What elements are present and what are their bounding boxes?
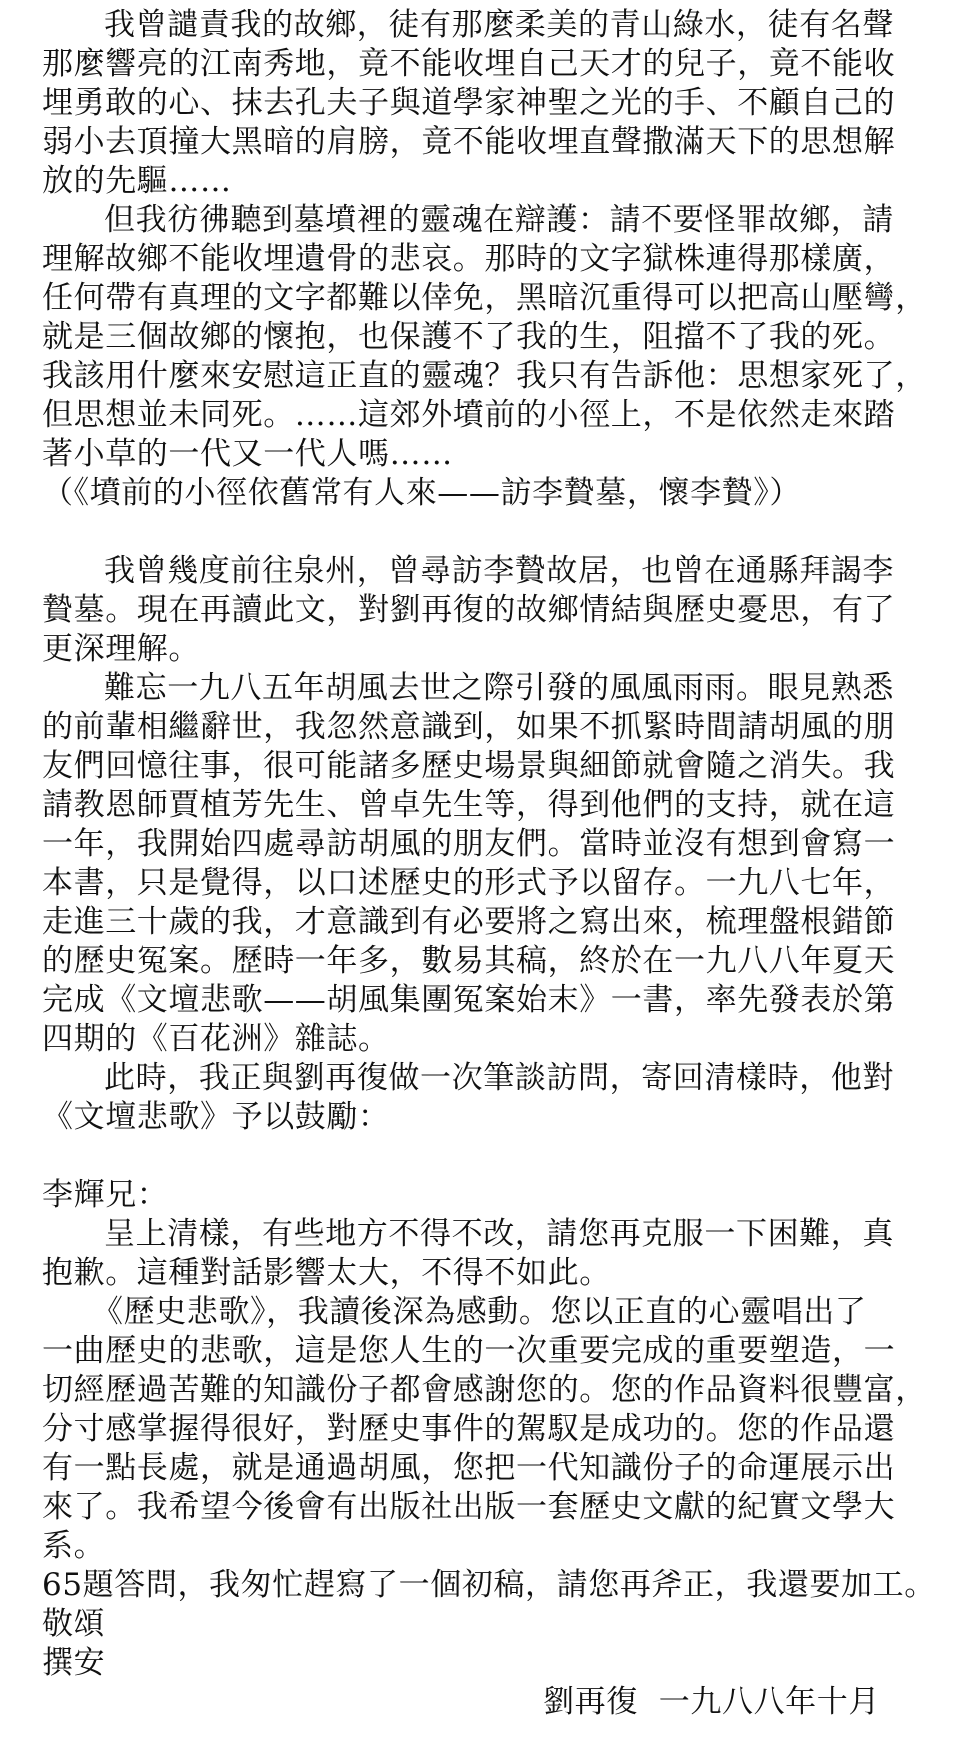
text-line: 友們回憶往事，很可能諸多歷史場景與細節就會隨之消失。我 [42, 748, 896, 784]
text-line: 那麼響亮的江南秀地，竟不能收埋自己天才的兒子，竟不能收 [42, 46, 896, 82]
letter-closing [42, 1605, 942, 1683]
text-line: 一年，我開始四處尋訪胡風的朋友們。當時並沒有想到會寫一 [42, 826, 896, 862]
document-page [42, 0, 942, 1722]
text-line: 理解故鄉不能收埋遺骨的悲哀。那時的文字獄株連得那樣廣， [42, 241, 896, 277]
text-line: 埋勇敢的心、抹去孔夫子與道學家神聖之光的手、不顧自己的 [42, 85, 896, 121]
text-line: 贄墓。現在再讀此文，對劉再復的故鄉情結與歷史憂思，有了 [42, 592, 896, 628]
text-line: 李輝兄： [42, 1177, 169, 1213]
source-citation [42, 474, 942, 513]
text-line: 切經歷過苦難的知識份子都會感謝您的。您的作品資料很豐富， [42, 1372, 927, 1408]
text-line: 就是三個故鄉的懷抱，也保護不了我的生，阻擋不了我的死。 [42, 319, 896, 355]
text-line: 一曲歷史的悲歌，這是您人生的一次重要完成的重要塑造，一 [42, 1333, 896, 1369]
blank-line [42, 1137, 942, 1176]
text-line: 我曾幾度前往泉州，曾尋訪李贄故居，也曾在通縣拜謁李 [104, 553, 894, 589]
text-line: 放的先驅…… [42, 163, 232, 199]
text-line: 65題答問，我匆忙趕寫了一個初稿，請您再斧正，我還要加工。 [42, 1567, 936, 1603]
text-line: 本書，只是覺得，以口述歷史的形式予以留存。一九八七年， [42, 865, 896, 901]
text-line: 更深理解。 [42, 631, 200, 667]
text-line: 此時，我正與劉再復做一次筆談訪問，寄回清樣時，他對 [104, 1060, 894, 1096]
paragraph-interview [42, 1059, 942, 1137]
text-line: 走進三十歲的我，才意識到有必要將之寫出來，梳理盤根錯節 [42, 904, 896, 940]
text-line: 我曾譴責我的故鄉，徒有那麼柔美的青山綠水，徒有名聲 [104, 7, 894, 43]
closing-respect: 敬頌 [42, 1606, 106, 1642]
text-line: 請教恩師賈植芳先生、曾卓先生等，得到他們的支持，就在這 [42, 787, 896, 823]
closing-wishes: 撰安 [42, 1645, 106, 1681]
letter-salutation [42, 1176, 942, 1215]
text-line: 《文壇悲歌》予以鼓勵： [42, 1099, 390, 1135]
blank-line [42, 513, 942, 552]
text-line: 但我彷彿聽到墓墳裡的靈魂在辯護：請不要怪罪故鄉，請 [104, 202, 894, 238]
paragraph-soul-defense [42, 201, 942, 474]
text-line: 完成《文壇悲歌——胡風集團冤案始末》一書，率先發表於第 [42, 982, 896, 1018]
text-line: 但思想並未同死。……這郊外墳前的小徑上，不是依然走來踏 [42, 397, 896, 433]
text-line: 難忘一九八五年胡風去世之際引發的風風雨雨。眼見熟悉 [104, 670, 894, 706]
paragraph-hufeng-1985 [42, 669, 942, 1059]
signature-text: 劉再復 一九八八年十月 [543, 1684, 880, 1720]
letter-signature [42, 1683, 942, 1722]
text-line: 《歷史悲歌》，我讀後深為感動。您以正直的心靈唱出了 [92, 1294, 867, 1330]
text-line: 抱歉。這種對話影響太大，不得不如此。 [42, 1255, 611, 1291]
paragraph-quanzhou-visit [42, 552, 942, 669]
letter-proof-note [42, 1215, 942, 1293]
text-line: 我該用什麼來安慰這正直的靈魂？我只有告訴他：思想家死了， [42, 358, 927, 394]
text-line: 來了。我希望今後會有出版社出版一套歷史文獻的紀實文學大 [42, 1489, 896, 1525]
text-line: 任何帶有真理的文字都難以倖免，黑暗沉重得可以把高山壓彎， [42, 280, 927, 316]
text-line: 分寸感掌握得很好，對歷史事件的駕馭是成功的。您的作品還 [42, 1411, 896, 1447]
letter-questions [42, 1566, 942, 1605]
text-line: 有一點長處，就是通過胡風，您把一代知識份子的命運展示出 [42, 1450, 896, 1486]
text-line: 的歷史冤案。歷時一年多，數易其稿，終於在一九八八年夏天 [42, 943, 896, 979]
text-line: 呈上清樣，有些地方不得不改，請您再克服一下困難，真 [104, 1216, 894, 1252]
letter-praise [42, 1293, 942, 1566]
text-line: 弱小去頂撞大黑暗的肩膀，竟不能收埋直聲撒滿天下的思想解 [42, 124, 896, 160]
paragraph-hometown-lament [42, 0, 942, 201]
text-line: 的前輩相繼辭世，我忽然意識到，如果不抓緊時間請胡風的朋 [42, 709, 896, 745]
text-line: （《墳前的小徑依舊常有人來——訪李贄墓，懷李贄》） [42, 475, 801, 511]
text-line: 著小草的一代又一代人嗎…… [42, 436, 453, 472]
text-line: 四期的《百花洲》雜誌。 [42, 1021, 390, 1057]
text-line: 系。 [42, 1528, 106, 1564]
